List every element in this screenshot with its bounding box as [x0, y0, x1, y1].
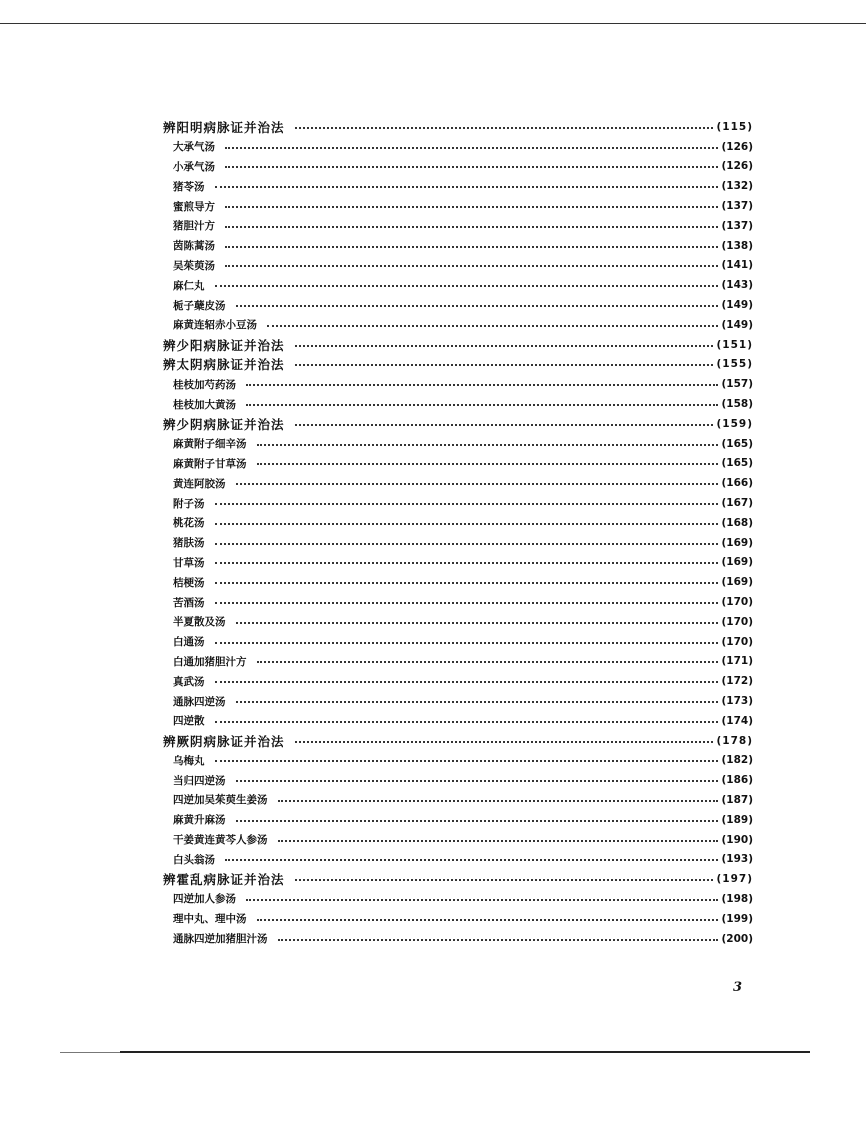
toc-chapter-entry [163, 731, 753, 751]
entry-page: (126) [721, 160, 753, 173]
entry-page: (173) [721, 695, 753, 707]
entry-page: (193) [721, 853, 753, 866]
table-of-contents [163, 117, 753, 948]
toc-item-entry [163, 434, 753, 454]
entry-page: (198) [721, 892, 753, 905]
toc-item-entry [163, 256, 753, 276]
dot-leader [236, 701, 719, 703]
dot-leader [215, 582, 719, 584]
bottom-rule-left [60, 1052, 120, 1053]
entry-title: 麻黄附子细辛汤 [173, 438, 247, 451]
dot-leader [236, 622, 719, 624]
entry-page: (200) [721, 932, 753, 945]
entry-page: (141) [721, 259, 753, 272]
toc-item-entry [163, 572, 753, 592]
entry-page: (132) [721, 180, 753, 193]
dot-leader [257, 444, 719, 446]
toc-chapter-entry [163, 869, 753, 889]
entry-title: 桂枝加芍药汤 [173, 378, 236, 391]
entry-page: (115) [716, 120, 753, 133]
entry-title: 乌梅丸 [173, 754, 205, 767]
dot-leader [225, 147, 718, 149]
toc-item-entry [163, 137, 753, 157]
entry-page: (178) [716, 734, 753, 747]
entry-title: 麻黄附子甘草汤 [173, 457, 247, 470]
dot-leader [246, 404, 718, 406]
toc-item-entry [163, 612, 753, 632]
dot-leader [225, 166, 718, 168]
toc-item-entry [163, 236, 753, 256]
entry-title: 理中丸、理中汤 [173, 913, 247, 926]
entry-page: (137) [721, 219, 753, 232]
entry-page: (170) [721, 596, 753, 609]
dot-leader [215, 523, 719, 525]
entry-page: (169) [721, 536, 753, 549]
entry-title: 辨少阴病脉证并治法 [163, 416, 285, 432]
entry-title: 桃花汤 [173, 517, 205, 530]
toc-item-entry [163, 513, 753, 533]
entry-page: (158) [721, 398, 753, 411]
entry-page: (159) [716, 417, 753, 430]
entry-page: (169) [721, 556, 753, 569]
entry-title: 甘草汤 [173, 556, 205, 569]
toc-item-entry [163, 711, 753, 731]
toc-item-entry [163, 830, 753, 850]
toc-item-entry [163, 216, 753, 236]
toc-item-entry [163, 810, 753, 830]
toc-item-entry [163, 909, 753, 929]
dot-leader [225, 246, 718, 248]
toc-item-entry [163, 770, 753, 790]
entry-title: 辨霍乱病脉证并治法 [163, 872, 285, 888]
entry-title: 蜜煎导方 [173, 200, 215, 213]
toc-item-entry [163, 275, 753, 295]
dot-leader [215, 186, 719, 188]
dot-leader [236, 780, 719, 782]
dot-leader [278, 939, 719, 941]
toc-item-entry [163, 196, 753, 216]
entry-title: 通脉四逆加猪胆汁汤 [173, 933, 268, 946]
entry-title: 茵陈蒿汤 [173, 240, 215, 253]
entry-page: (151) [716, 338, 753, 351]
toc-chapter-entry [163, 335, 753, 355]
entry-title: 白通加猪胆汁方 [173, 655, 247, 668]
entry-title: 吴茱萸汤 [173, 259, 215, 272]
entry-title: 真武汤 [173, 675, 205, 688]
bottom-rule [120, 1051, 810, 1053]
dot-leader [295, 364, 714, 366]
entry-title: 辨阳明病脉证并治法 [163, 119, 285, 135]
entry-page: (143) [721, 279, 753, 292]
entry-page: (149) [721, 318, 753, 331]
toc-item-entry [163, 295, 753, 315]
entry-title: 猪苓汤 [173, 180, 205, 193]
entry-title: 四逆加吴茱萸生姜汤 [173, 794, 268, 807]
toc-item-entry [163, 493, 753, 513]
entry-page: (149) [721, 299, 753, 312]
dot-leader [246, 899, 718, 901]
entry-title: 干姜黄连黄芩人参汤 [173, 834, 268, 847]
dot-leader [246, 384, 718, 386]
toc-chapter-entry [163, 117, 753, 137]
entry-page: (172) [721, 675, 753, 688]
entry-title: 小承气汤 [173, 160, 215, 173]
dot-leader [295, 879, 714, 881]
dot-leader [278, 840, 719, 842]
dot-leader [225, 226, 718, 228]
dot-leader [225, 265, 718, 267]
entry-page: (186) [721, 774, 753, 787]
dot-leader [295, 424, 714, 426]
entry-page: (138) [721, 239, 753, 252]
dot-leader [225, 206, 718, 208]
dot-leader [236, 483, 719, 485]
entry-title: 白通汤 [173, 636, 205, 649]
entry-title: 桔梗汤 [173, 576, 205, 589]
dot-leader [215, 562, 719, 564]
entry-title: 当归四逆汤 [173, 774, 226, 787]
entry-page: (168) [721, 516, 753, 529]
entry-page: (174) [721, 714, 753, 727]
entry-title: 辨少阳病脉证并治法 [163, 337, 285, 353]
dot-leader [215, 760, 719, 762]
toc-chapter-entry [163, 414, 753, 434]
dot-leader [295, 127, 714, 129]
toc-item-entry [163, 889, 753, 909]
entry-title: 猪胆汁方 [173, 220, 215, 233]
page-number: 3 [733, 980, 743, 995]
entry-page: (170) [721, 635, 753, 648]
entry-title: 苦酒汤 [173, 596, 205, 609]
toc-item-entry [163, 671, 753, 691]
entry-page: (182) [721, 754, 753, 767]
toc-item-entry [163, 691, 753, 711]
entry-page: (189) [721, 813, 753, 826]
toc-item-entry [163, 454, 753, 474]
entry-title: 通脉四逆汤 [173, 695, 226, 708]
toc-chapter-entry [163, 355, 753, 375]
entry-page: (165) [721, 457, 753, 470]
dot-leader [225, 859, 718, 861]
dot-leader [295, 741, 714, 743]
entry-page: (126) [721, 140, 753, 153]
toc-item-entry [163, 929, 753, 949]
dot-leader [257, 463, 719, 465]
entry-title: 黄连阿胶汤 [173, 477, 226, 490]
toc-item-entry [163, 473, 753, 493]
toc-item-entry [163, 176, 753, 196]
entry-title: 麻黄升麻汤 [173, 814, 226, 827]
toc-item-entry [163, 849, 753, 869]
entry-title: 大承气汤 [173, 141, 215, 154]
entry-page: (166) [721, 477, 753, 490]
entry-title: 桂枝加大黄汤 [173, 398, 236, 411]
entry-title: 麻黄连轺赤小豆汤 [173, 319, 257, 332]
entry-page: (170) [721, 615, 753, 628]
toc-item-entry [163, 394, 753, 414]
toc-item-entry [163, 790, 753, 810]
dot-leader [257, 919, 719, 921]
toc-item-entry [163, 157, 753, 177]
toc-item-entry [163, 592, 753, 612]
entry-title: 附子汤 [173, 497, 205, 510]
entry-page: (190) [721, 833, 753, 846]
entry-page: (165) [721, 437, 753, 450]
dot-leader [215, 503, 719, 505]
entry-title: 辨太阴病脉证并治法 [163, 357, 285, 373]
toc-item-entry [163, 751, 753, 771]
dot-leader [236, 820, 719, 822]
entry-title: 四逆加人参汤 [173, 893, 236, 906]
toc-item-entry [163, 315, 753, 335]
dot-leader [278, 800, 719, 802]
entry-page: (169) [721, 576, 753, 589]
toc-item-entry [163, 652, 753, 672]
entry-title: 半夏散及汤 [173, 616, 226, 629]
dot-leader [236, 305, 719, 307]
entry-page: (157) [721, 378, 753, 391]
entry-page: (155) [716, 358, 753, 371]
dot-leader [215, 681, 719, 683]
dot-leader [215, 721, 719, 723]
entry-title: 白头翁汤 [173, 853, 215, 866]
toc-item-entry [163, 553, 753, 573]
toc-item-entry [163, 632, 753, 652]
entry-title: 猪肤汤 [173, 537, 205, 550]
entry-page: (137) [721, 200, 753, 213]
entry-page: (197) [716, 873, 753, 886]
dot-leader [267, 325, 718, 327]
toc-item-entry [163, 533, 753, 553]
entry-title: 四逆散 [173, 715, 205, 728]
entry-title: 栀子蘖皮汤 [173, 299, 226, 312]
dot-leader [215, 285, 719, 287]
entry-page: (171) [721, 655, 753, 668]
entry-title: 辨厥阴病脉证并治法 [163, 733, 285, 749]
dot-leader [215, 642, 719, 644]
entry-page: (199) [721, 912, 753, 925]
dot-leader [215, 543, 719, 545]
dot-leader [295, 345, 714, 347]
dot-leader [215, 602, 719, 604]
entry-page: (167) [721, 497, 753, 510]
top-rule [0, 23, 866, 24]
entry-title: 麻仁丸 [173, 279, 205, 292]
dot-leader [257, 661, 719, 663]
toc-item-entry [163, 374, 753, 394]
entry-page: (187) [721, 793, 753, 806]
